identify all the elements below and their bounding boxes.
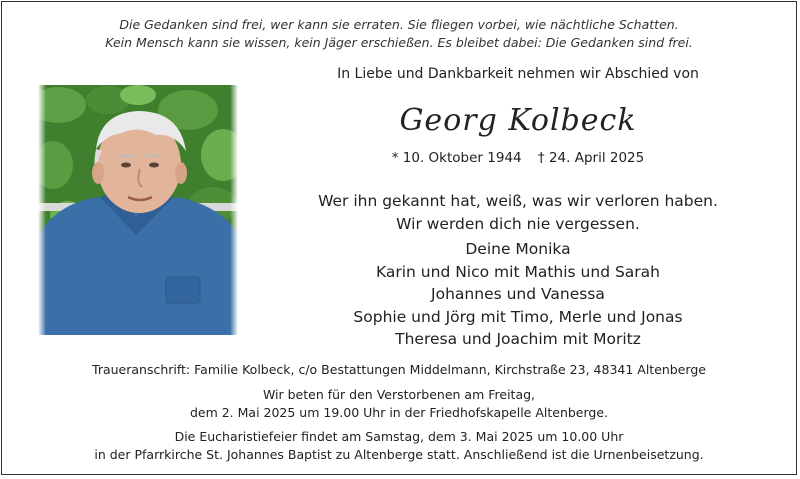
- name-signature: [302, 94, 734, 146]
- mass-info: [2, 428, 796, 464]
- mass-line-1: Die Eucharistiefeier findet am Samstag, dem 3. Mai 2025 um 10.00 Uhr: [174, 429, 624, 444]
- quote-line-2: Wir werden dich nie vergessen.: [396, 215, 640, 233]
- death-date: † 24. April 2025: [537, 150, 645, 166]
- obituary-card: [1, 1, 797, 475]
- memorial-quote: [302, 190, 734, 236]
- poem-line-2: Kein Mensch kann sie wissen, kein Jäger erschießen. Es bleibet dabei: Die Gedanken sind frei.: [105, 35, 693, 50]
- service-line-2: dem 2. Mai 2025 um 19.00 Uhr in der Friedhofskapelle Altenberge.: [189, 405, 609, 420]
- farewell-intro: In Liebe und Dankbarkeit nehmen wir Abschied von: [337, 66, 699, 82]
- mass-line-2: in der Pfarrkirche St. Johannes Baptist zu Altenberge statt. Anschließend ist die Urnenbeisetzung.: [94, 447, 704, 462]
- birth-date: * 10. Oktober 1944: [391, 150, 522, 166]
- poem: [2, 16, 796, 52]
- family-list: [302, 238, 734, 351]
- family-member: Johannes und Vanessa: [431, 285, 605, 303]
- deceased-name: Georg Kolbeck: [399, 103, 637, 138]
- prayer-service: [2, 386, 796, 422]
- family-member: Theresa und Joachim mit Moritz: [395, 330, 641, 348]
- poem-line-1: Die Gedanken sind frei, wer kann sie erraten. Sie fliegen vorbei, wie nächtliche Schatten.: [119, 17, 679, 32]
- mourning-address: Traueranschrift: Familie Kolbeck, c/o Bestattungen Middelmann, Kirchstraße 23, 48341 Altenberge: [92, 362, 706, 377]
- quote-line-1: Wer ihn gekannt hat, weiß, was wir verloren haben.: [318, 192, 718, 210]
- portrait-photo: [38, 85, 238, 335]
- life-dates: [302, 150, 734, 166]
- family-member: Deine Monika: [465, 240, 571, 258]
- service-line-1: Wir beten für den Verstorbenen am Freitag,: [262, 387, 536, 402]
- family-member: Sophie und Jörg mit Timo, Merle und Jonas: [353, 307, 683, 326]
- family-member: Karin und Nico mit Mathis und Sarah: [375, 262, 660, 281]
